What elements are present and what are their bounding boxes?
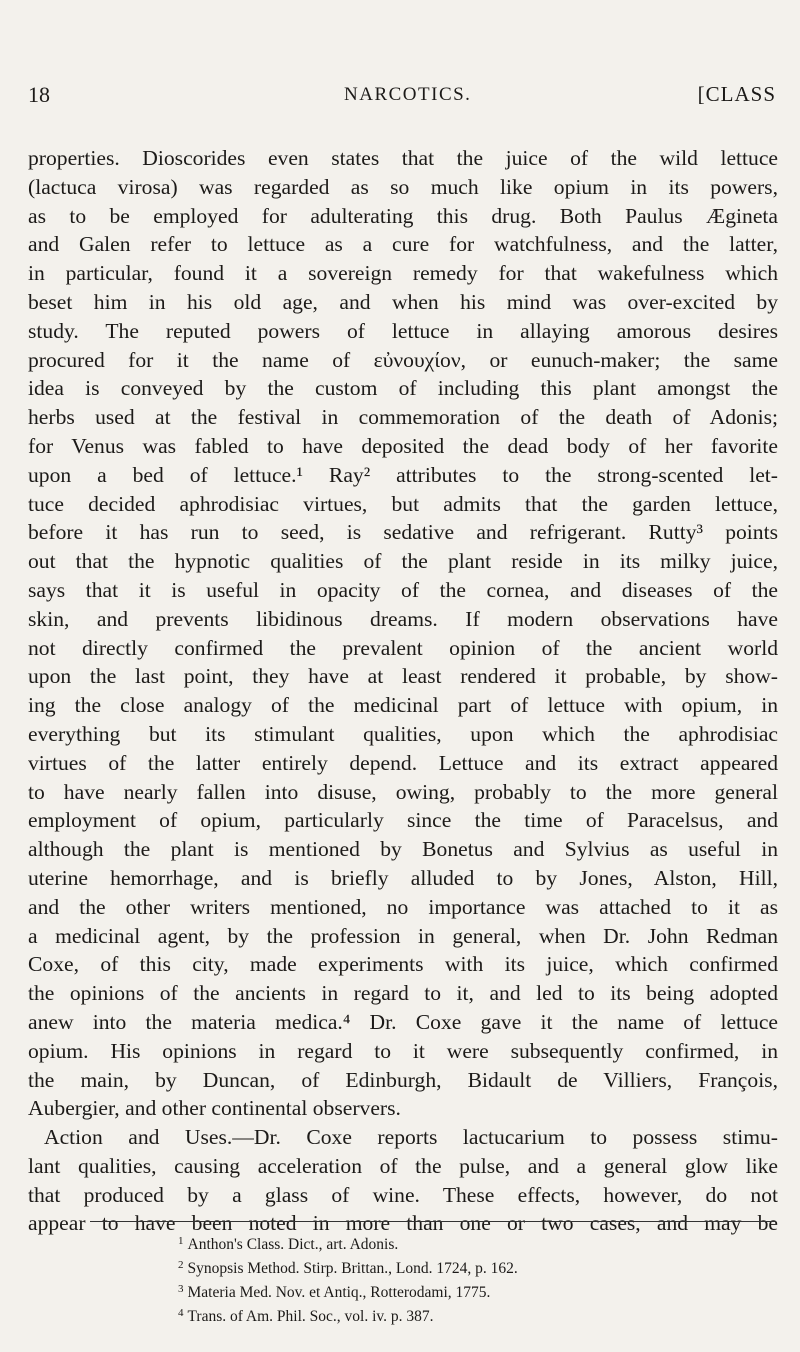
text-line: not directly confirmed the prevalent opinion of the ancient world [28, 635, 778, 660]
text-line: ing the close analogy of the medicinal part of lettuce with opium, in [28, 693, 778, 718]
text-line: appear to have been noted in more than one or two cases, and may be [28, 1211, 778, 1236]
text-line: properties. Dioscorides even states that the juice of the wild lettuce [28, 146, 778, 170]
text-line: out that the hypnotic qualities of the plant reside in its milky juice, [28, 549, 778, 574]
text-line: the opinions of the ancients in regard to it, and led to its being adopted [28, 981, 778, 1006]
text-line: (lactuca virosa) was regarded as so much like opium in its powers, [28, 174, 778, 199]
text-line: procured for it the name of εὐνουχίον, or eunuch-maker; the same [28, 347, 778, 372]
text-line: for Venus was fabled to have deposited the dead body of her favorite [28, 433, 778, 458]
footnote-text: Materia Med. Nov. et Antiq., Rotterodami, 1775. [187, 1284, 491, 1301]
text-line: virtues of the latter entirely depend. Lettuce and its extract appeared [28, 750, 778, 775]
text-line: beset him in his old age, and when his mind was over-excited by [28, 289, 778, 314]
text-line: in particular, found it a sovereign remedy for that wakefulness which [28, 261, 778, 286]
text-line: opium. His opinions in regard to it were subsequently confirmed, in [28, 1038, 778, 1063]
footnote [178, 1279, 778, 1303]
running-header [28, 82, 776, 112]
footnote-mark: 3 [178, 1283, 184, 1295]
text-line: and the other writers mentioned, no importance was attached to it as [28, 894, 778, 919]
text-line: Coxe, of this city, made experiments with its juice, which confirmed [28, 952, 778, 977]
text-line: employment of opium, particularly since the time of Paracelsus, and [28, 808, 778, 833]
footnote [178, 1255, 778, 1279]
text-line: tuce decided aphrodisiac virtues, but admits that the garden lettuce, [28, 491, 778, 516]
text-line: lant qualities, causing acceleration of the pulse, and a general glow like [28, 1153, 778, 1178]
text-line: Action and Uses.—Dr. Coxe reports lactucarium to possess stimu- [44, 1125, 778, 1150]
text-line: upon the last point, they have at least rendered it probable, by show- [28, 664, 778, 689]
text-line: although the plant is mentioned by Bonetus and Sylvius as useful in [28, 837, 778, 862]
text-line: that produced by a glass of wine. These effects, however, do not [28, 1182, 778, 1207]
text-line: and Galen refer to lettuce as a cure for watchfulness, and the latter, [28, 232, 778, 257]
body-text [28, 144, 778, 1238]
text-line: says that it is useful in opacity of the cornea, and diseases of the [28, 577, 778, 602]
text-line: skin, and prevents libidinous dreams. If modern observations have [28, 606, 778, 631]
section-label: [CLASS [697, 82, 776, 106]
footnote [178, 1231, 778, 1255]
text-line: study. The reputed powers of lettuce in allaying amorous desires [28, 318, 778, 343]
footnotes [178, 1231, 778, 1327]
footnote [178, 1303, 778, 1327]
text-line: the main, by Duncan, of Edinburgh, Bidault de Villiers, François, [28, 1067, 778, 1092]
text-line: anew into the materia medica.⁴ Dr. Coxe gave it the name of lettuce [28, 1009, 778, 1034]
text-line: as to be employed for adulterating this drug. Both Paulus Ægineta [28, 203, 778, 228]
text-line: herbs used at the festival in commemoration of the death of Adonis; [28, 405, 778, 430]
running-title: NARCOTICS. [344, 84, 472, 105]
text-line: before it has run to seed, is sedative and refrigerant. Rutty³ points [28, 520, 778, 545]
text-line: everything but its stimulant qualities, upon which the aphrodisiac [28, 721, 778, 746]
page-number: 18 [28, 82, 50, 107]
text-line: upon a bed of lettuce.¹ Ray² attributes to the strong-scented let- [28, 462, 778, 487]
text-line: to have nearly fallen into disuse, owing, probably to the more general [28, 779, 778, 804]
footnote-text: Trans. of Am. Phil. Soc., vol. iv. p. 387. [187, 1308, 434, 1325]
footnote-mark: 1 [178, 1235, 184, 1247]
footnote-mark: 4 [178, 1307, 184, 1319]
footnote-text: Anthon's Class. Dict., art. Adonis. [187, 1236, 399, 1253]
footnote-mark: 2 [178, 1259, 184, 1271]
text-line: idea is conveyed by the custom of including this plant amongst the [28, 376, 778, 401]
footnote-text: Synopsis Method. Stirp. Brittan., Lond. 1724, p. 162. [187, 1260, 518, 1277]
text-line: uterine hemorrhage, and is briefly alluded to by Jones, Alston, Hill, [28, 865, 778, 890]
text-line: a medicinal agent, by the profession in general, when Dr. John Redman [28, 923, 778, 948]
footnote-divider [90, 1221, 776, 1222]
text-line: Aubergier, and other continental observers. [28, 1096, 401, 1121]
